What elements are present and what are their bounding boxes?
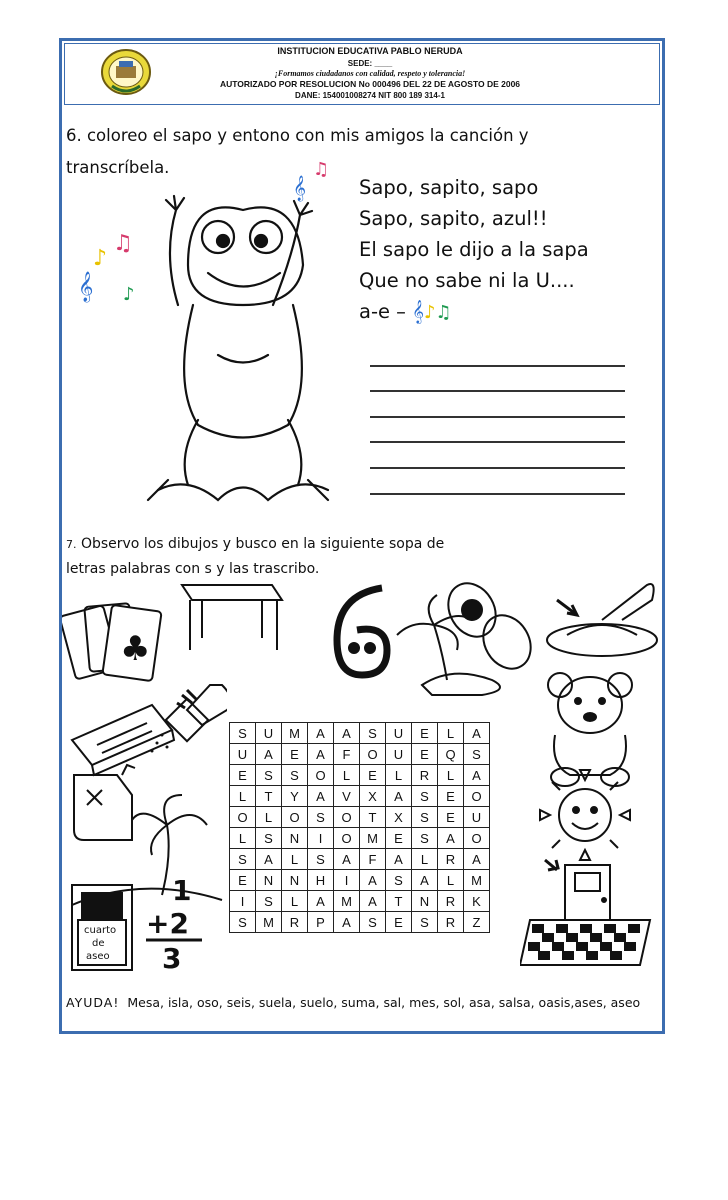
word-search-row (230, 891, 490, 912)
word-search-cell[interactable]: S (360, 912, 386, 933)
word-search-cell[interactable]: T (386, 891, 412, 912)
song-line-5-text: a-e – (359, 300, 406, 323)
word-search-cell[interactable]: T (256, 786, 282, 807)
word-search-cell[interactable]: O (308, 765, 334, 786)
task-7-line-2: letras palabras con s y las trascribo. (66, 561, 320, 577)
word-search-cell[interactable]: M (334, 891, 360, 912)
writing-line[interactable] (370, 441, 625, 443)
word-search-cell[interactable]: R (412, 765, 438, 786)
calendar-icon (72, 705, 174, 775)
word-search-cell[interactable]: S (464, 744, 490, 765)
word-search-cell[interactable]: S (282, 765, 308, 786)
word-search-cell[interactable]: U (464, 807, 490, 828)
word-search-cell[interactable]: A (464, 765, 490, 786)
food-plate-icon (547, 584, 657, 656)
frog-illustration (68, 155, 358, 510)
word-search-cell[interactable]: S (386, 870, 412, 891)
word-search-row (230, 828, 490, 849)
word-search-cell[interactable]: E (412, 744, 438, 765)
math-operand-1: 1 (172, 874, 192, 907)
writing-line[interactable] (370, 467, 625, 469)
writing-line[interactable] (370, 365, 625, 367)
word-search-cell[interactable]: O (334, 828, 360, 849)
word-search-cell[interactable]: E (230, 870, 256, 891)
palm-tree-icon (72, 795, 222, 905)
word-search-cell[interactable]: O (282, 807, 308, 828)
door-sign-line-1: cuarto (84, 925, 117, 936)
word-search-cell[interactable]: M (360, 828, 386, 849)
word-search-cell[interactable]: L (412, 849, 438, 870)
svg-text:♪: ♪ (93, 246, 108, 271)
word-search-cell[interactable]: M (464, 870, 490, 891)
task-6-line-1: 6. coloreo el sapo y entono con mis amigos la canción y (66, 126, 529, 145)
word-search-cell[interactable]: A (386, 786, 412, 807)
word-search-cell[interactable]: L (282, 891, 308, 912)
word-search-cell[interactable]: F (334, 744, 360, 765)
word-search-cell[interactable]: H (308, 870, 334, 891)
svg-text:𝄞: 𝄞 (78, 272, 94, 302)
word-search-cell[interactable]: S (230, 723, 256, 744)
math-operand-2: +2 (146, 907, 189, 940)
word-search-cell[interactable]: T (360, 807, 386, 828)
word-search-row (230, 744, 490, 765)
word-search-cell[interactable]: R (438, 849, 464, 870)
svg-text:♫: ♫ (113, 231, 133, 256)
word-search-cell[interactable]: S (308, 807, 334, 828)
word-search-cell[interactable]: E (386, 828, 412, 849)
word-search-cell[interactable]: S (308, 849, 334, 870)
math-result: 3 (162, 942, 182, 975)
word-search-cell[interactable]: I (230, 891, 256, 912)
word-search-cell[interactable]: S (412, 807, 438, 828)
word-search-cell[interactable]: N (282, 870, 308, 891)
word-search-cell[interactable]: S (412, 786, 438, 807)
word-search-cell[interactable]: A (256, 849, 282, 870)
word-search-row (230, 786, 490, 807)
word-search-cell[interactable]: A (334, 849, 360, 870)
word-search-cell[interactable]: O (464, 786, 490, 807)
word-search-cell[interactable]: R (282, 912, 308, 933)
song-line-3: El sapo le dijo a la sapa (359, 238, 589, 261)
word-search-cell[interactable]: K (464, 891, 490, 912)
word-search-row (230, 912, 490, 933)
word-search-row (230, 849, 490, 870)
school-seal-logo (100, 46, 152, 98)
word-search-cell[interactable]: N (256, 870, 282, 891)
word-search-cell[interactable]: V (334, 786, 360, 807)
word-search-cell[interactable]: E (360, 765, 386, 786)
help-label: AYUDA! (66, 995, 120, 1010)
word-search-cell[interactable]: A (360, 870, 386, 891)
svg-text:♪: ♪ (123, 284, 135, 305)
word-search-cell[interactable]: A (464, 849, 490, 870)
word-search-cell[interactable]: S (412, 828, 438, 849)
word-search-cell[interactable]: O (334, 807, 360, 828)
word-search-cell[interactable]: S (360, 723, 386, 744)
word-search-row (230, 807, 490, 828)
number-six-icon (337, 588, 387, 675)
word-search-cell[interactable]: N (282, 828, 308, 849)
word-search-cell[interactable]: P (308, 912, 334, 933)
word-search-cell[interactable]: A (412, 870, 438, 891)
word-search-cell[interactable]: I (308, 828, 334, 849)
word-search-cell[interactable]: A (386, 849, 412, 870)
word-search-cell[interactable]: F (360, 849, 386, 870)
word-search-cell[interactable]: L (386, 765, 412, 786)
school-motto: ¡Formamos ciudadanos con calidad, respeto y tolerancia! (274, 69, 466, 78)
word-search-cell[interactable]: A (360, 891, 386, 912)
word-search-cell[interactable]: R (438, 891, 464, 912)
word-search-cell[interactable]: S (256, 765, 282, 786)
word-search-cell[interactable]: E (412, 723, 438, 744)
writing-line[interactable] (370, 390, 625, 392)
door-icon (545, 860, 610, 920)
word-search-cell[interactable]: I (334, 870, 360, 891)
word-search-cell[interactable]: U (386, 744, 412, 765)
word-search-cell[interactable]: M (256, 912, 282, 933)
jerrycan-icon (74, 765, 135, 840)
help-word-list (66, 995, 640, 1010)
door-sign-line-3: aseo (86, 951, 110, 962)
sandals-icon (439, 580, 540, 677)
sun-icon (540, 770, 630, 860)
word-search-cell[interactable]: M (282, 723, 308, 744)
music-note-icon: ♫ (435, 302, 452, 323)
word-search-cell[interactable]: E (282, 744, 308, 765)
word-search-cell[interactable]: Q (438, 744, 464, 765)
song-line-4: Que no sabe ni la U.... (359, 269, 575, 292)
word-search-cell[interactable]: L (334, 765, 360, 786)
song-line-5 (359, 296, 589, 327)
word-search-cell[interactable]: N (412, 891, 438, 912)
word-search-cell[interactable]: L (438, 870, 464, 891)
word-search-cell[interactable]: E (230, 765, 256, 786)
word-search-cell[interactable]: O (230, 807, 256, 828)
word-search-cell[interactable]: S (230, 912, 256, 933)
svg-text:♫: ♫ (313, 159, 330, 180)
word-search-cell[interactable]: L (256, 807, 282, 828)
word-search-cell[interactable]: E (386, 912, 412, 933)
task-7-line-1: Observo los dibujos y busco en la siguiente sopa de (76, 536, 445, 552)
word-search-cell[interactable]: O (360, 744, 386, 765)
word-search-cell[interactable]: L (230, 828, 256, 849)
task-6-line-2: transcríbela. (66, 158, 170, 177)
word-search-cell[interactable]: A (308, 786, 334, 807)
task-7-instructions (66, 532, 496, 581)
svg-text:𝄞: 𝄞 (293, 176, 307, 201)
picture-column-left (62, 665, 227, 975)
word-search-cell[interactable]: R (438, 912, 464, 933)
word-search-cell[interactable]: E (438, 786, 464, 807)
word-search-cell[interactable]: A (308, 744, 334, 765)
svg-text:♣: ♣ (120, 629, 151, 669)
word-search-cell[interactable]: A (308, 891, 334, 912)
dane-line: DANE: 154001008274 NIT 800 189 314-1 (295, 91, 445, 98)
word-search-cell[interactable]: A (438, 828, 464, 849)
word-search-cell[interactable]: S (256, 828, 282, 849)
word-search-cell[interactable]: Y (282, 786, 308, 807)
word-search-cell[interactable]: A (256, 744, 282, 765)
writing-line[interactable] (370, 493, 625, 495)
help-words: Mesa, isla, oso, seis, suela, suelo, suma, sal, mes, sol, asa, salsa, oasis,ases, aseo (127, 995, 641, 1010)
word-search-cell[interactable]: A (334, 912, 360, 933)
word-search-cell[interactable]: O (464, 828, 490, 849)
word-search-cell[interactable]: S (412, 912, 438, 933)
authorization-line: AUTORIZADO POR RESOLUCION No 000496 DEL 22 DE AGOSTO DE 2006 (219, 79, 521, 89)
sede-line: SEDE: ____ (347, 59, 393, 68)
song-line-1: Sapo, sapito, sapo (359, 176, 539, 199)
word-search-cell[interactable]: X (360, 786, 386, 807)
word-search-cell[interactable]: E (438, 807, 464, 828)
word-search-cell[interactable]: U (386, 723, 412, 744)
picture-column-right (520, 665, 660, 975)
school-name: INSTITUCION EDUCATIVA PABLO NERUDA (277, 46, 463, 56)
word-search-cell[interactable]: S (256, 891, 282, 912)
music-notes-icon: 𝄞 (412, 299, 424, 323)
writing-line[interactable] (370, 416, 625, 418)
word-search-cell[interactable]: X (386, 807, 412, 828)
word-search-cell[interactable]: L (438, 765, 464, 786)
word-search-cell[interactable]: A (308, 723, 334, 744)
word-search-cell[interactable]: S (230, 849, 256, 870)
word-search-cell[interactable]: L (438, 723, 464, 744)
word-search-cell[interactable]: L (282, 849, 308, 870)
music-note-icon: ♪ (423, 302, 436, 323)
word-search-cell[interactable]: U (230, 744, 256, 765)
word-search-cell[interactable]: Z (464, 912, 490, 933)
checkered-floor-icon (520, 920, 650, 965)
word-search-row (230, 870, 490, 891)
word-search-cell[interactable]: L (230, 786, 256, 807)
task-7-number: 7. (66, 538, 77, 551)
word-search-row (230, 723, 490, 744)
word-search-cell[interactable]: A (334, 723, 360, 744)
word-search-cell[interactable]: A (464, 723, 490, 744)
word-search-grid (229, 722, 490, 933)
song-lyrics (359, 172, 589, 327)
song-line-2: Sapo, sapito, azul!! (359, 207, 548, 230)
word-search-cell[interactable]: U (256, 723, 282, 744)
table-icon (182, 585, 282, 650)
door-sign-line-2: de (92, 938, 105, 949)
word-search-row (230, 765, 490, 786)
